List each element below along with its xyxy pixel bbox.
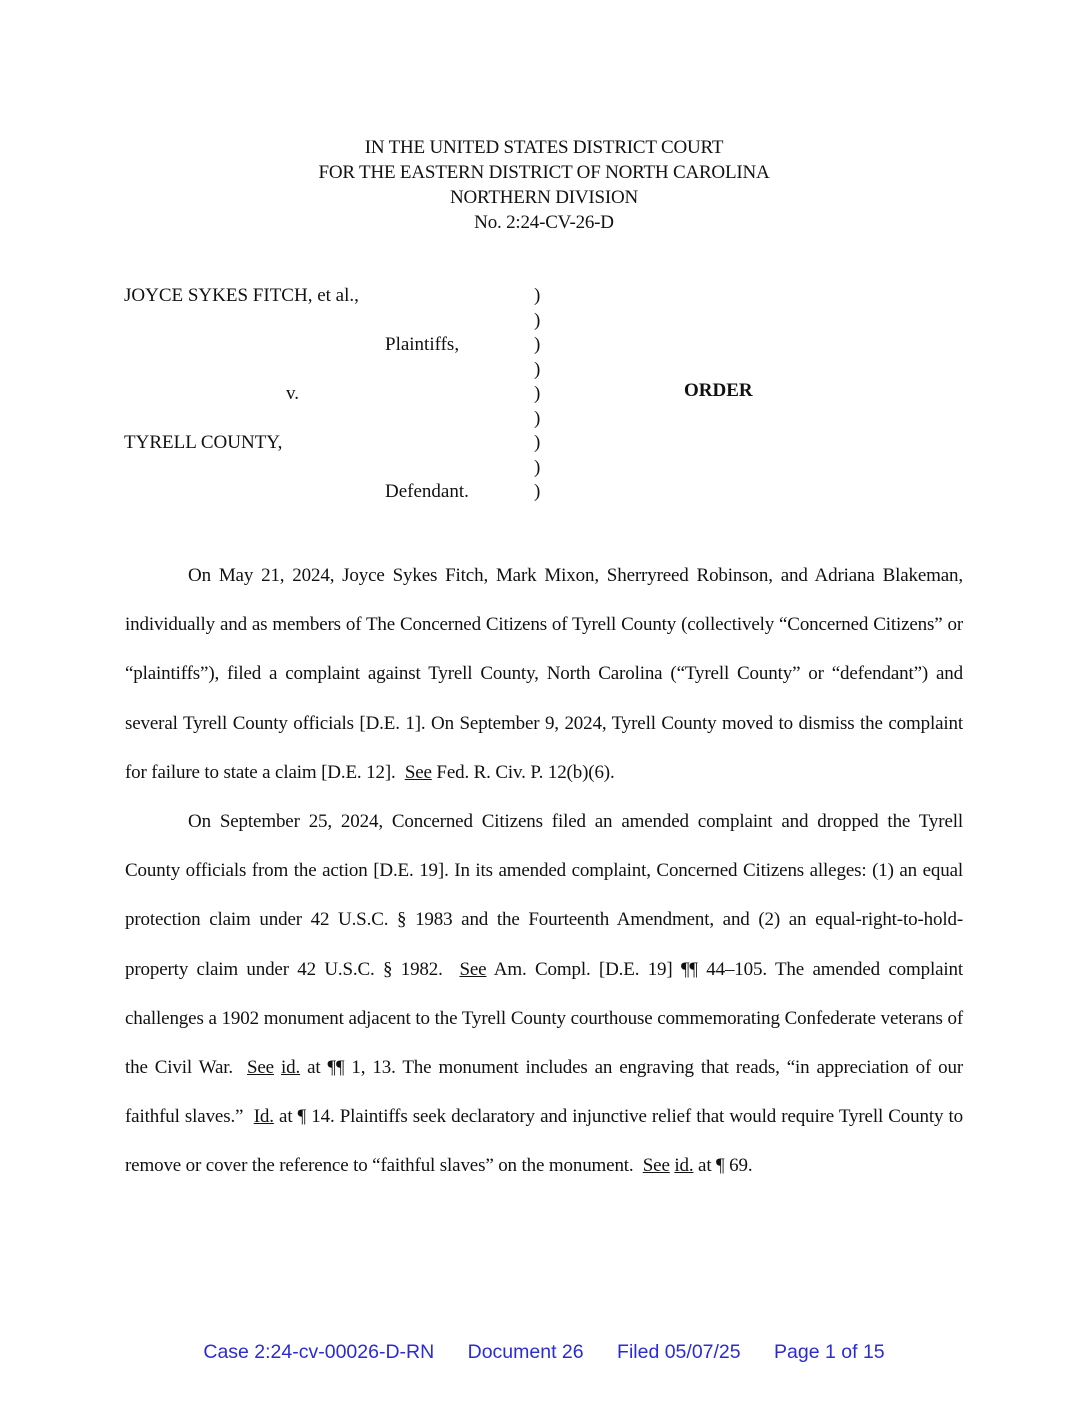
citation-id: Id. [253,1106,274,1128]
ecf-footer-stamp [0,1341,1088,1364]
paragraph-2-text: at ¶ 69. [698,1155,753,1177]
caption-paren: ) [534,481,541,502]
order-body [125,551,963,1191]
footer-document-number: Document 26 [467,1341,584,1363]
caption-paren-column [534,284,540,505]
citation-id: id. [280,1057,301,1079]
court-name: IN THE UNITED STATES DISTRICT COURT [364,137,724,158]
caption-paren: ) [534,334,541,355]
paragraph-1 [125,551,963,797]
case-caption [0,0,1088,520]
caption-paren: ) [534,432,541,453]
caption-paren: ) [534,407,541,429]
versus-label: v. [286,383,300,404]
division-name: NORTHERN DIVISION [449,187,639,208]
caption-paren: ) [534,383,541,404]
caption-paren: ) [534,358,541,380]
citation-signal: See [404,761,432,783]
citation-signal: See [642,1155,670,1177]
defendant-role: Defendant. [385,481,469,502]
case-number: No. 2:24-CV-26-D [474,212,614,233]
caption-paren: ) [534,309,541,331]
document-title: ORDER [684,380,753,401]
paragraph-2-text: Am. Compl. [D.E. 19] ¶¶ 44–105. The amended complaint challenges a 1902 monument adjacent to the Tyrell County courthouse commemorating Confederate veterans of the Civil War. [125,958,963,1079]
paragraph-2-text: at ¶ 14. Plaintiffs seek declaratory and injunctive relief that would require Tyrell County to remove or cover the reference to “faithful slaves” on the monument. [125,1106,963,1177]
defendant-name: TYRELL COUNTY, [124,432,283,453]
caption-paren: ) [534,456,541,478]
footer-page-number: Page 1 of 15 [774,1341,885,1363]
footer-filed-date: Filed 05/07/25 [617,1341,741,1363]
citation-signal: See [246,1057,274,1079]
citation-signal: See [459,958,487,980]
plaintiff-role: Plaintiffs, [385,334,460,355]
plaintiff-name: JOYCE SYKES FITCH, et al., [124,285,359,306]
caption-paren: ) [534,285,541,306]
district-name: FOR THE EASTERN DISTRICT OF NORTH CAROLINA [318,162,770,183]
paragraph-1-text: On May 21, 2024, Joyce Sykes Fitch, Mark Mixon, Sherryreed Robinson, and Adriana Blakeman, individually and as members of The Concerned Citizens of Tyrell County (collectively “Concerned Citizens” or “plaintiffs”), filed a complaint against Tyrell County, North Carolina (“Tyrell County” or “defendant”) and several Tyrell County officials [D.E. 1]. On September 9, 2024, Tyrell County moved to dismiss the complaint for failure to state a claim [D.E. 12]. [125,565,963,783]
paragraph-1-citation: Fed. R. Civ. P. 12(b)(6). [436,761,615,783]
citation-id: id. [674,1155,694,1177]
paragraph-2 [125,797,963,1191]
footer-case-number: Case 2:24-cv-00026-D-RN [203,1341,435,1363]
paragraph-2-text: On September 25, 2024, Concerned Citizens filed an amended complaint and dropped the Tyrell County officials from the action [D.E. 19]. In its amended complaint, Concerned Citizens alleges: (1) an equal protection claim under 42 U.S.C. § 1983 and the Fourteenth Amendment, and (2) an equal-right-to-hold-property claim under 42 U.S.C. § 1982. [125,811,963,980]
paragraph-2-text: at ¶¶ 1, 13. The monument includes an engraving that reads, “in appreciation of our faithful slaves.” [125,1057,964,1128]
